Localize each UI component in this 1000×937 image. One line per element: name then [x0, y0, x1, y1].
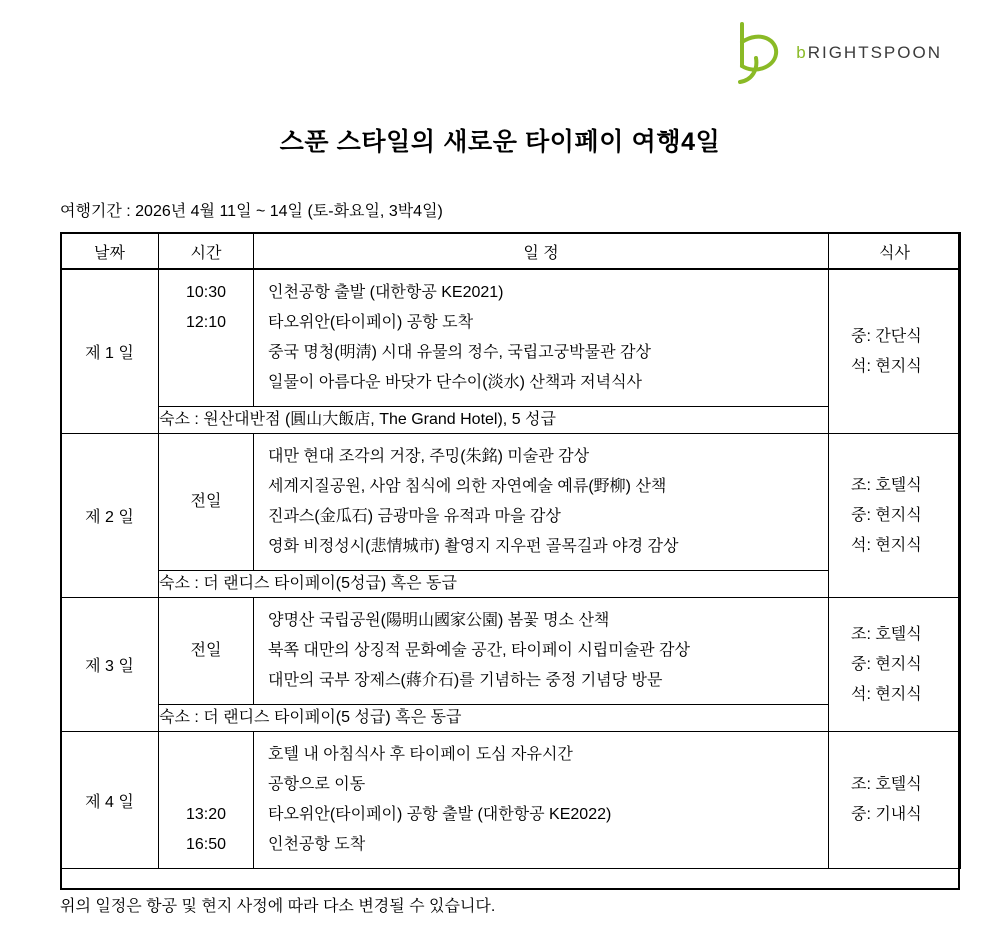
- table-row: [61, 732, 961, 869]
- plan-entry: 중국 명청(明淸) 시대 유물의 정수, 국립고궁박물관 감상: [268, 344, 651, 361]
- day-label: 제 4 일: [61, 732, 159, 869]
- plan-entry: 대만의 국부 장제스(蔣介石)를 기념하는 중정 기념당 방문: [268, 672, 663, 689]
- day-label: 제 3 일: [61, 598, 159, 732]
- meal-entry: 조: 호텔식: [851, 476, 922, 494]
- day-label: 제 1 일: [61, 270, 159, 434]
- lodging-entry: 숙소 : 원산대반점 (圓山大飯店, The Grand Hotel), 5 성급: [159, 407, 829, 434]
- column-header-time: 시간: [159, 233, 254, 270]
- column-header-meal: 식사: [829, 233, 961, 270]
- footnote: 위의 일정은 항공 및 현지 사정에 따라 다소 변경될 수 있습니다.: [60, 898, 496, 915]
- time-entry: 전일: [190, 493, 222, 510]
- day-meals: [829, 270, 961, 434]
- time-entry: 13:20: [185, 806, 227, 823]
- time-entry: 10:30: [185, 284, 227, 301]
- meal-entry: 중: 간단식: [851, 327, 922, 345]
- plan-entry: 세계지질공원, 사암 침식에 의한 자연예술 예류(野柳) 산책: [268, 478, 667, 495]
- brightspoon-logo-mark: [730, 22, 786, 84]
- time-entry: 16:50: [185, 836, 227, 853]
- meal-entry: 중: 현지식: [851, 655, 922, 673]
- brand-wordmark-b: b: [796, 43, 808, 62]
- meal-entry: 조: 호텔식: [851, 776, 922, 793]
- time-entry: 전일: [190, 642, 222, 659]
- column-header-plan: 일 정: [254, 233, 829, 270]
- table-row-lodging: [61, 571, 961, 598]
- day-times: [159, 732, 254, 869]
- day-label: 제 2 일: [61, 434, 159, 598]
- plan-entry: 대만 현대 조각의 거장, 주밍(朱銘) 미술관 감상: [268, 448, 590, 465]
- plan-entry: 타오위안(타이페이) 공항 도착: [268, 314, 474, 331]
- plan-entry: 진과스(金瓜石) 금광마을 유적과 마을 감상: [268, 508, 561, 525]
- table-row-lodging: [61, 705, 961, 732]
- day-meals: [829, 434, 961, 598]
- itinerary-table: [60, 232, 961, 869]
- table-row: [61, 270, 961, 407]
- table-row: [61, 434, 961, 571]
- day-meals: [829, 598, 961, 732]
- day-plan: [254, 270, 829, 407]
- plan-entry: 영화 비정성시(悲情城市) 촬영지 지우펀 골목길과 야경 감상: [268, 538, 679, 555]
- trip-period: 여행기간 : 2026년 4월 11일 ~ 14일 (토-화요일, 3박4일): [60, 203, 443, 220]
- table-row: [61, 598, 961, 705]
- meal-entry: 석: 현지식: [851, 357, 922, 375]
- meal-entry: 석: 현지식: [851, 685, 922, 703]
- lodging-entry: 숙소 : 더 랜디스 타이페이(5 성급) 혹은 동급: [159, 705, 829, 732]
- page-title: 스푼 스타일의 새로운 타이페이 여행4일: [279, 128, 721, 156]
- table-header-row: [61, 233, 961, 270]
- meal-entry: 석: 현지식: [851, 536, 922, 554]
- day-plan: [254, 732, 829, 869]
- meal-entry: 조: 호텔식: [851, 625, 922, 643]
- plan-entry: 양명산 국립공원(陽明山國家公園) 봄꽃 명소 산책: [268, 612, 610, 629]
- day-meals: [829, 732, 961, 869]
- day-plan: [254, 598, 829, 705]
- day-times: [159, 434, 254, 571]
- column-header-date: 날짜: [61, 233, 159, 270]
- plan-entry: 공항으로 이동: [268, 776, 366, 793]
- brand-wordmark-rest: RIGHTSPOON: [807, 43, 942, 62]
- plan-entry: 타오위안(타이페이) 공항 출발 (대한항공 KE2022): [268, 806, 612, 823]
- day-times: [159, 598, 254, 705]
- brand-wordmark: [796, 43, 942, 63]
- time-entry: 12:10: [185, 314, 227, 331]
- plan-entry: 호텔 내 아침식사 후 타이페이 도심 자유시간: [268, 746, 573, 763]
- meal-entry: 중: 현지식: [851, 506, 922, 524]
- table-row-lodging: [61, 407, 961, 434]
- plan-entry: 인천공항 출발 (대한항공 KE2021): [268, 284, 504, 301]
- meal-entry: 중: 기내식: [851, 806, 922, 823]
- plan-entry: 인천공항 도착: [268, 836, 366, 853]
- day-times: [159, 270, 254, 407]
- plan-entry: 북쪽 대만의 상징적 문화예술 공간, 타이페이 시립미술관 감상: [268, 642, 690, 659]
- day-plan: [254, 434, 829, 571]
- brand-logo: [730, 22, 942, 84]
- lodging-entry: 숙소 : 더 랜디스 타이페이(5성급) 혹은 동급: [159, 571, 829, 598]
- plan-entry: 일물이 아름다운 바닷가 단수이(淡水) 산책과 저녁식사: [268, 374, 643, 391]
